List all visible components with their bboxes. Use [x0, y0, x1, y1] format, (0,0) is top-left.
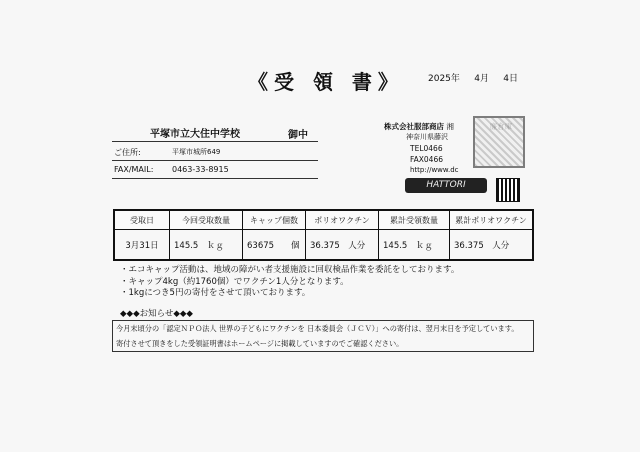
header-received-quantity: 今回受取数量 — [170, 210, 243, 230]
cell-cumulative-quantity: 145.5 ｋｇ — [379, 230, 450, 261]
issuer-address: 神奈川県藤沢 — [406, 133, 448, 141]
note-item: ・エコキャップ活動は、地域の障がい者支援施設に回収検品作業を委託をしております。 — [120, 265, 460, 275]
header-polio-vaccine: ポリオワクチン — [306, 210, 379, 230]
notes-list — [120, 265, 459, 300]
header-cap-count: キャップ個数 — [243, 210, 306, 230]
announcement-box — [112, 320, 534, 352]
cell-cumulative-vaccine: 36.375 人分 — [450, 230, 534, 261]
fax-row — [112, 161, 318, 179]
cell-received-quantity: 145.5 ｋｇ — [170, 230, 243, 261]
cell-polio-vaccine: 36.375 人分 — [306, 230, 379, 261]
issuer-company: 株式会社服部商店 — [384, 122, 444, 131]
date-day: 4日 — [503, 74, 518, 84]
issuer-url: http://www.dc — [410, 166, 459, 174]
address-label: ご住所: — [114, 148, 141, 157]
qr-code-icon — [496, 178, 520, 202]
table-header-row — [114, 210, 533, 230]
announcement-heading: ◆◆◆お知らせ◆◆◆ — [120, 309, 193, 319]
fax-value: 0463-33-8915 — [172, 165, 229, 174]
issuer-branch: 湘 — [446, 122, 454, 131]
note-item: ・1kgにつき5円の寄付をさせて頂いております。 — [120, 288, 311, 298]
announcement-line: 今月末頃分の「認定ＮＰＯ法人 世界の子どもにワクチンを 日本委員会（ＪＣＶ）」への寄付は、翌月末日を予定しています。 — [116, 324, 519, 333]
cell-received-date: 3月31日 — [114, 230, 170, 261]
company-logo-stamp: HATTORI — [405, 178, 487, 193]
date-month: 4月 — [474, 74, 489, 84]
recipient-honorific: 御中 — [288, 130, 308, 141]
document-title: 《受 領 書》 — [248, 70, 404, 94]
table-row — [114, 230, 533, 261]
note-item: ・キャップ4kg（約1760個）でワクチン1人分となります。 — [120, 276, 349, 287]
recipient-name: 平塚市立大住中学校 — [150, 129, 240, 140]
cell-cap-count: 63675 個 — [243, 230, 306, 261]
recipient-underline — [112, 141, 318, 142]
issuer-fax: FAX0466 — [410, 155, 443, 164]
header-cumulative-quantity: 累計受領数量 — [379, 210, 450, 230]
issuer-tel: TEL0466 — [410, 144, 443, 153]
issue-date — [428, 71, 518, 84]
header-received-date: 受取日 — [114, 210, 170, 230]
company-seal-stamp — [473, 116, 525, 168]
address-value: 平塚市城所649 — [172, 148, 221, 156]
announcement-line: 寄付させて頂きをした受領証明書はホームページに掲載していますのでご確認ください。 — [116, 339, 404, 348]
receipt-table — [113, 209, 534, 261]
date-year: 2025年 — [428, 74, 460, 84]
fax-label: FAX/MAIL: — [114, 165, 154, 174]
header-cumulative-vaccine: 累計ポリオワクチン — [450, 210, 534, 230]
address-row — [112, 143, 318, 161]
